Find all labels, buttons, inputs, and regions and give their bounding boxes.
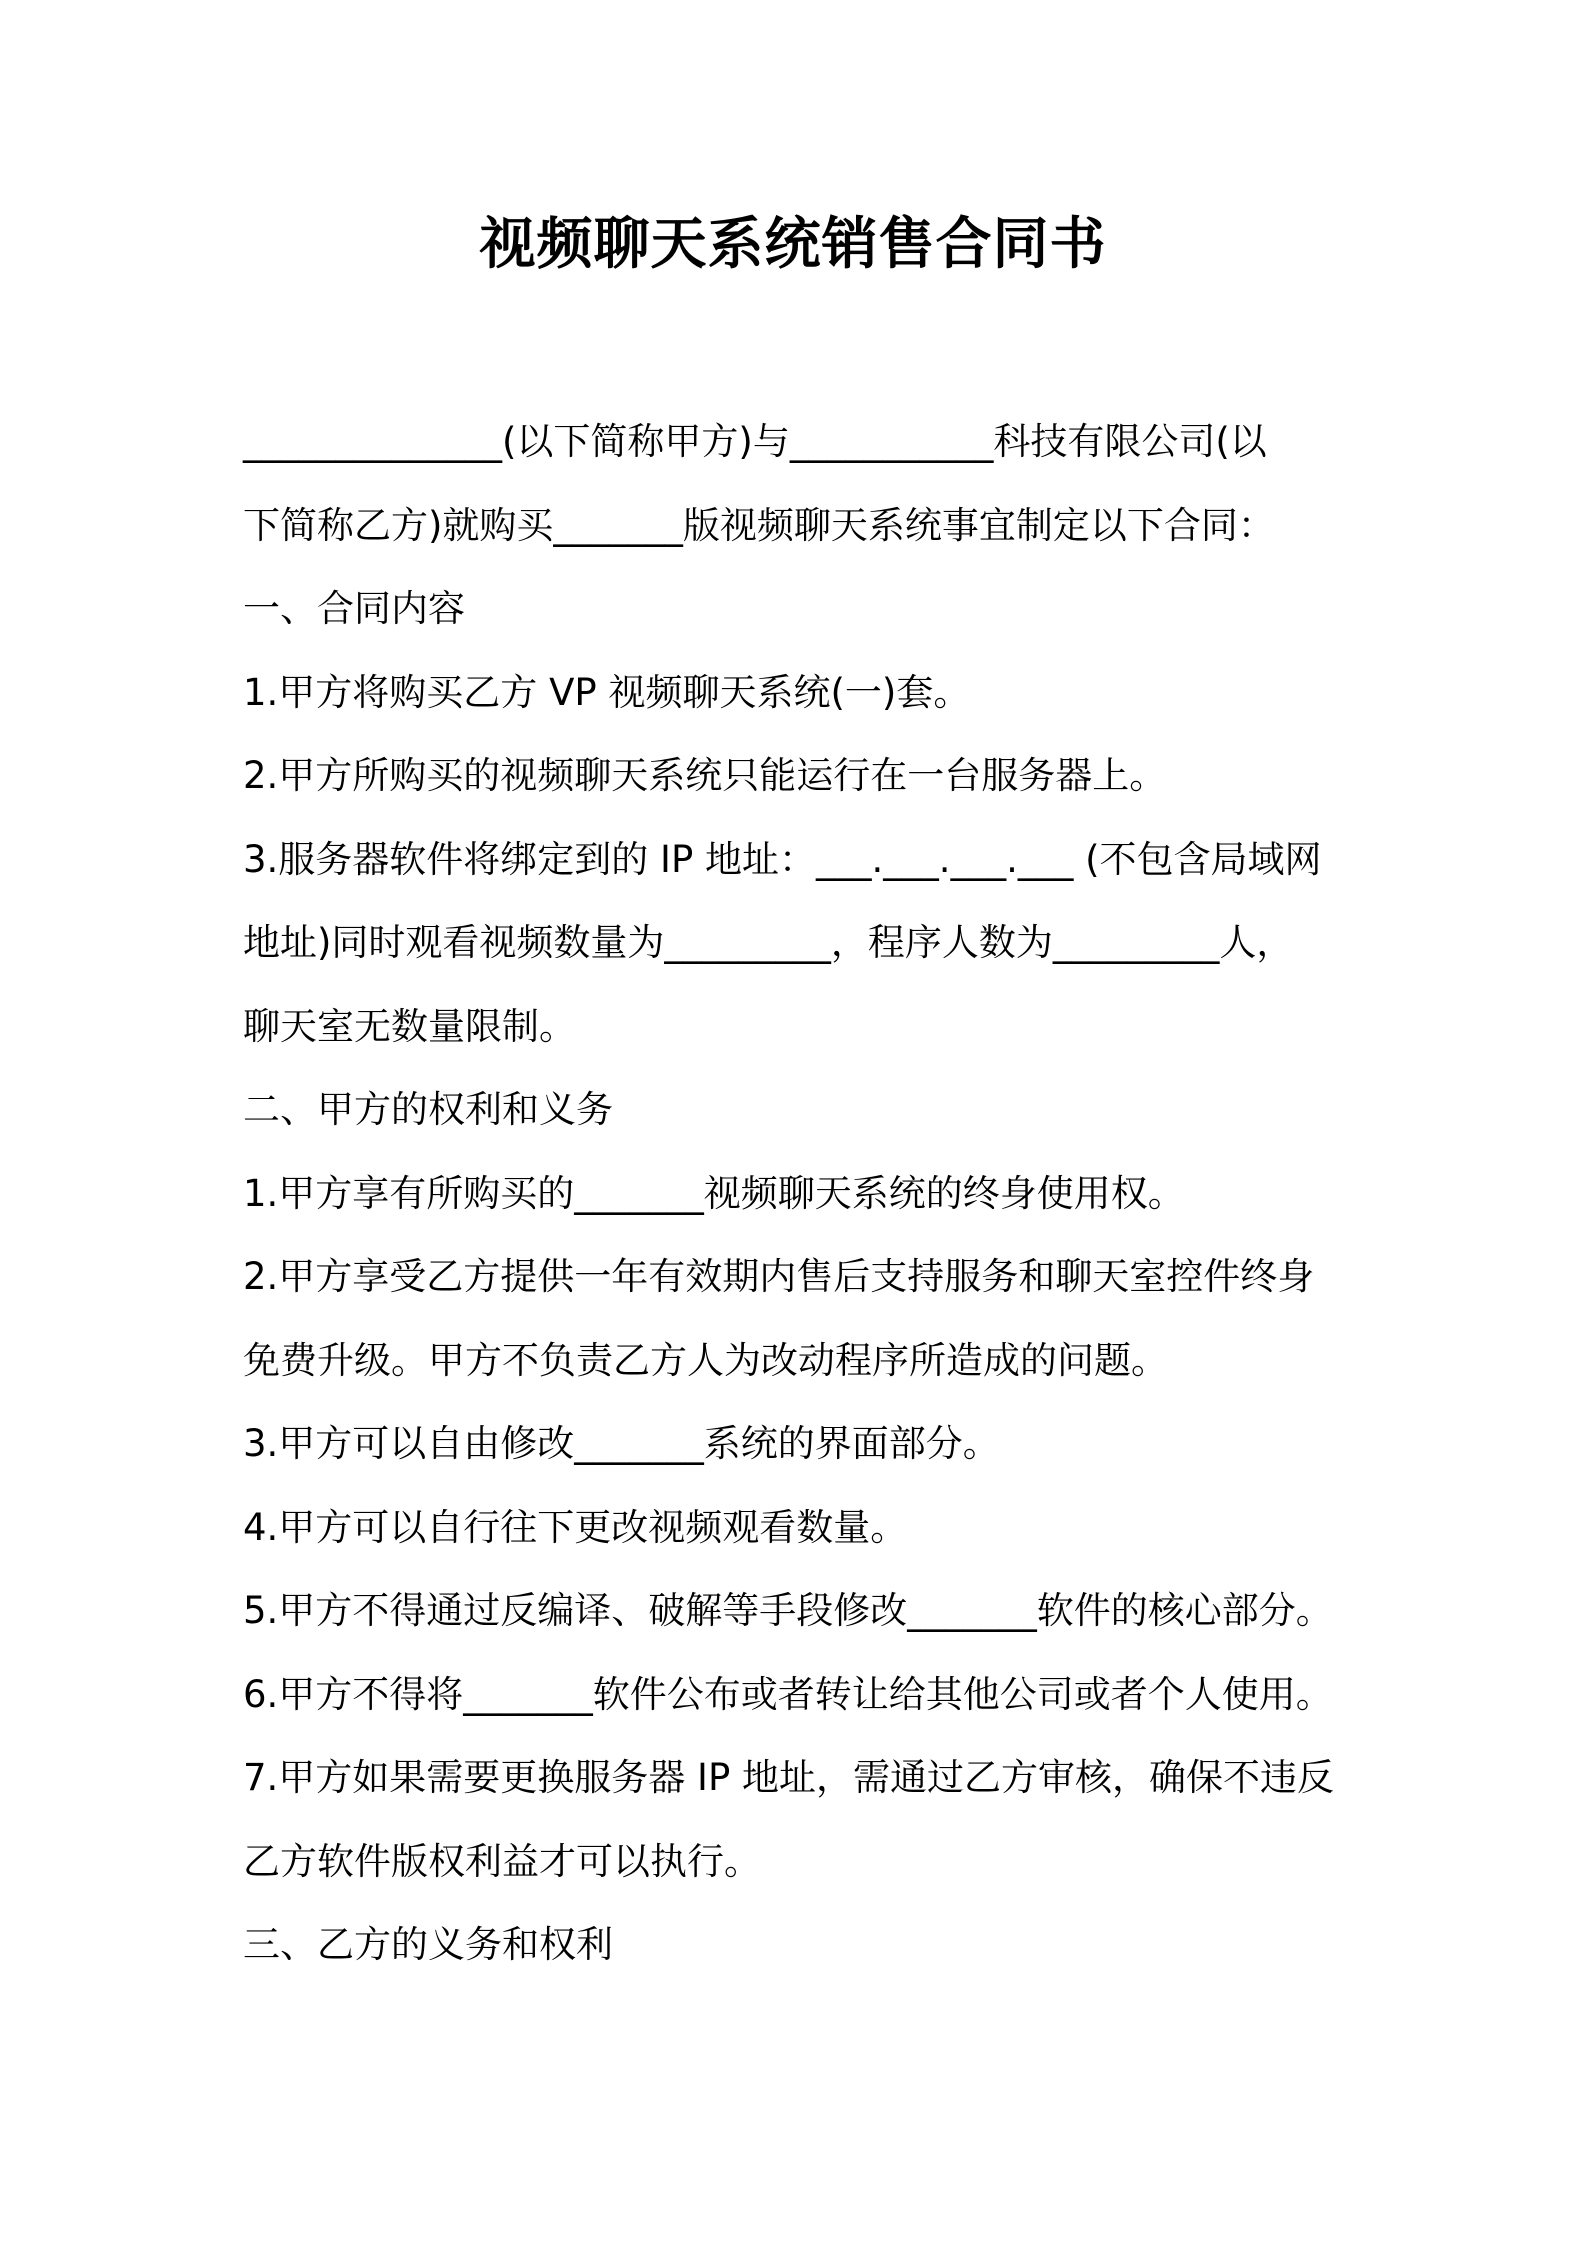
contract-body <box>243 400 1363 1987</box>
clause-line: 2.甲方享受乙方提供一年有效期内售后支持服务和聊天室控件终身 <box>243 1255 1315 1298</box>
clause-line: 乙方软件版权利益才可以执行。 <box>243 1839 761 1883</box>
clause-line: 免费升级。甲方不负责乙方人为改动程序所造成的问题。 <box>243 1338 1168 1382</box>
document-title: 视频聊天系统销售合同书 <box>479 212 1107 277</box>
clause-line: 1.甲方将购买乙方 VP 视频聊天系统(一)套。 <box>243 670 971 714</box>
clause-line: 6.甲方不得将_______软件公布或者转让给其他公司或者个人使用。 <box>243 1672 1333 1716</box>
section-heading: 一、合同内容 <box>243 587 465 630</box>
clause-line: 7.甲方如果需要更换服务器 IP 地址，需通过乙方审核，确保不违反 <box>243 1756 1335 1799</box>
clause-line: 地址)同时观看视频数量为_________，程序人数为_________人， <box>243 921 1294 964</box>
clause-line: 4.甲方可以自行往下更改视频观看数量。 <box>243 1505 908 1549</box>
paragraph-line: ______________(以下简称甲方)与___________科技有限公司(以 <box>243 420 1267 463</box>
clause-line: 3.甲方可以自由修改_______系统的界面部分。 <box>243 1422 1000 1465</box>
section-heading: 三、乙方的义务和权利 <box>243 1923 613 1966</box>
clause-line: 聊天室无数量限制。 <box>243 1004 576 1048</box>
clause-line: 2.甲方所购买的视频聊天系统只能运行在一台服务器上。 <box>243 754 1167 797</box>
clause-line: 5.甲方不得通过反编译、破解等手段修改_______软件的核心部分。 <box>243 1589 1333 1632</box>
clause-line: 1.甲方享有所购买的_______视频聊天系统的终身使用权。 <box>243 1171 1185 1215</box>
clause-line: 3.服务器软件将绑定到的 IP 地址：___.___.___.___ (不包含局域网 <box>243 837 1322 881</box>
paragraph-line: 下简称乙方)就购买_______版视频聊天系统事宜制定以下合同： <box>243 503 1275 547</box>
section-heading: 二、甲方的权利和义务 <box>243 1088 613 1131</box>
